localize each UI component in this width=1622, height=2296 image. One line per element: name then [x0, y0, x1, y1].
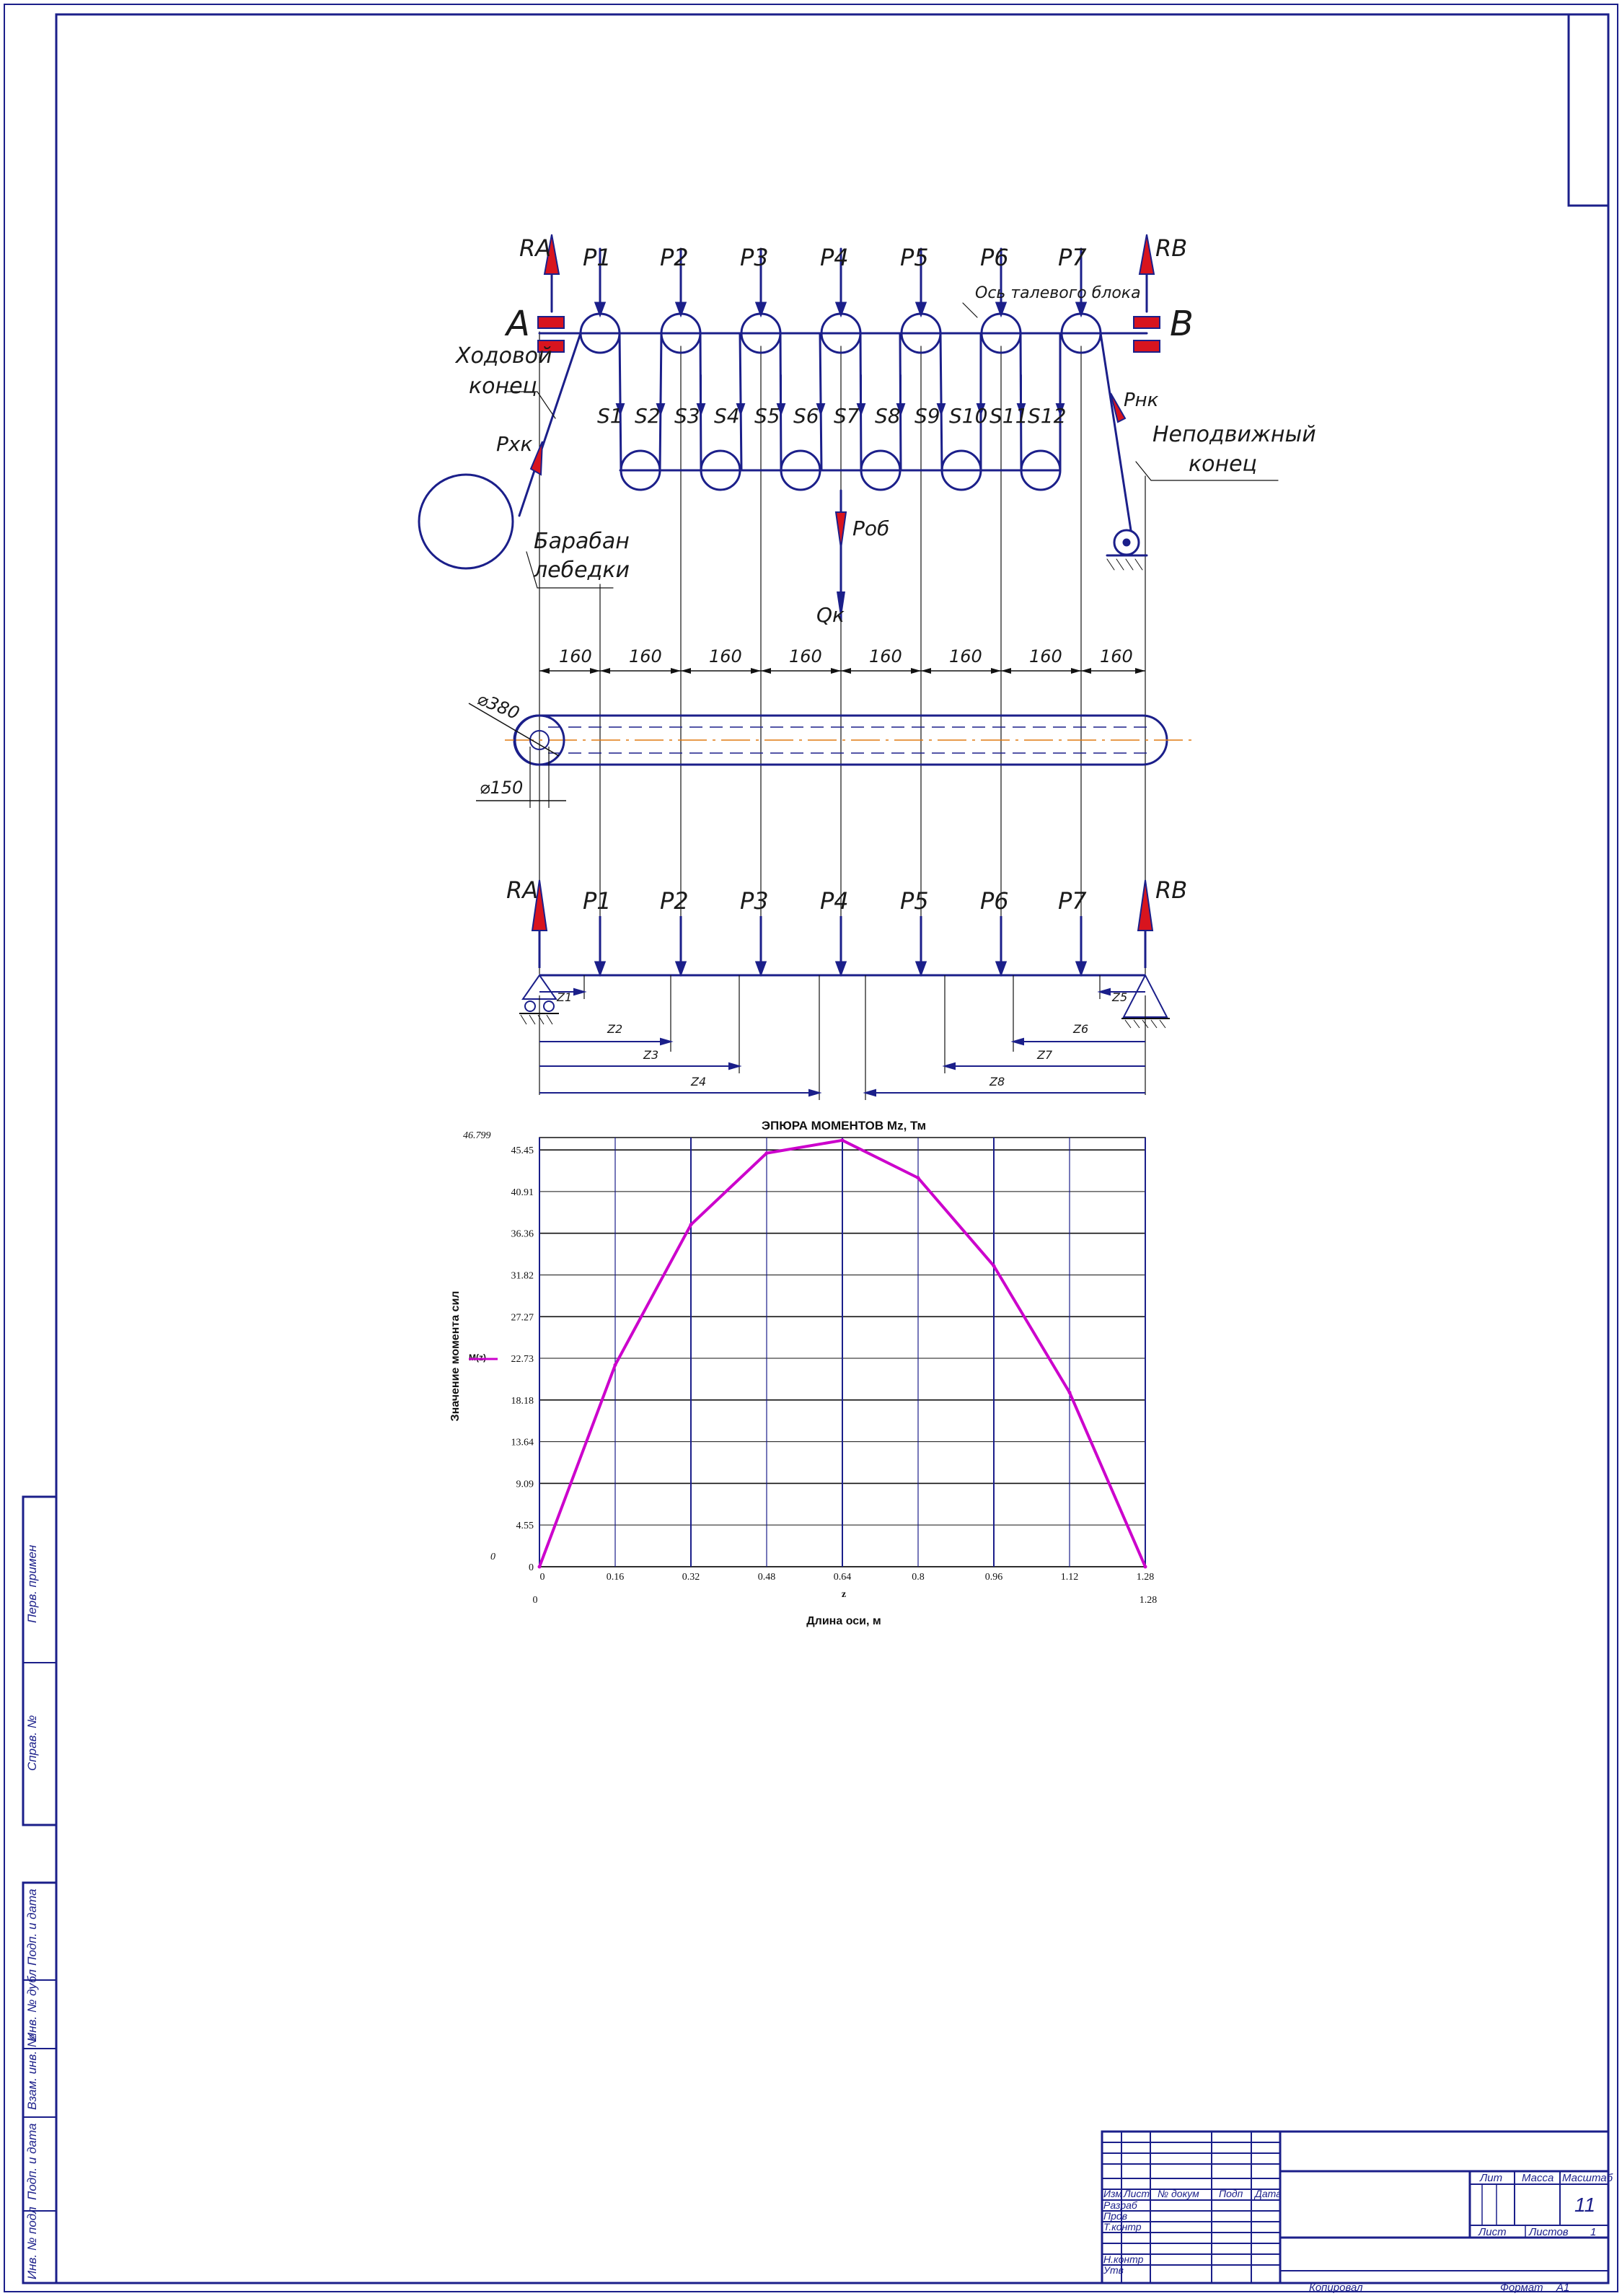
- section-z8: Z8: [989, 1075, 1005, 1088]
- chart-y-tick-label: 45.45: [511, 1145, 534, 1157]
- tb-format-value: A1: [1556, 2282, 1570, 2294]
- label-rope-s5: S5: [754, 404, 780, 428]
- chart-title: ЭПЮРА МОМЕНТОВ Mz, Тм: [761, 1119, 927, 1132]
- outer-border: [4, 4, 1618, 2292]
- beam-label-p7: P7: [1058, 887, 1087, 915]
- label-load-p7: P7: [1058, 244, 1087, 271]
- label-load-p6: P6: [980, 244, 1009, 271]
- beam-label-p6: P6: [980, 887, 1009, 915]
- chart-data-point: [538, 1565, 542, 1569]
- label-rope-s9: S9: [914, 404, 940, 428]
- tb-format: Формат: [1500, 2282, 1543, 2294]
- dim-span-4: 160: [789, 646, 822, 667]
- chart-x-tick-label: 1.28: [1136, 1572, 1155, 1583]
- label-running-end-1: Ходовой: [456, 343, 552, 369]
- chart-x-label: Длина оси, м: [806, 1615, 881, 1627]
- inner-frame: [56, 14, 1608, 2283]
- stamp-inv-podl: Инв. № подл: [25, 2207, 39, 2279]
- chart-data-point: [917, 1176, 920, 1179]
- dimension-row: [539, 646, 1145, 674]
- chart-data-point: [1068, 1391, 1072, 1394]
- chart-x-tick-label: 0: [539, 1572, 545, 1583]
- title-block: [1102, 2132, 1608, 2283]
- section-z6: Z6: [1073, 1022, 1089, 1036]
- chart-y-tick-label: 27.27: [511, 1312, 534, 1324]
- label-support-b: B: [1170, 304, 1194, 344]
- tb-row-tkontr: Т.контр: [1103, 2221, 1142, 2233]
- chart-x-tick-label: 0.16: [606, 1572, 625, 1583]
- dim-span-3: 160: [709, 646, 742, 667]
- section-z2: Z2: [607, 1022, 623, 1036]
- label-p-xk: Рхк: [496, 432, 533, 456]
- dim-diameter-inner: ⌀150: [480, 778, 524, 798]
- stamp-vzam-inv: Взам. инв. №: [25, 2033, 39, 2110]
- chart-y-tick-label: 18.18: [511, 1395, 534, 1407]
- stamp-perv-primen: Перв. примен: [25, 1544, 39, 1623]
- chart-top-value: 46.799: [463, 1130, 491, 1141]
- beam-label-p2: P2: [660, 887, 689, 915]
- beam-label-ra: RA: [506, 876, 539, 904]
- beam-label-p5: P5: [900, 887, 929, 915]
- chart-y-tick-label: 40.91: [511, 1187, 534, 1198]
- label-rope-s2: S2: [635, 404, 661, 428]
- chart-data-point: [689, 1223, 693, 1226]
- dim-span-8: 160: [1100, 646, 1133, 667]
- chart-x-var: z: [841, 1589, 847, 1600]
- chart-data-point: [1144, 1565, 1147, 1569]
- dim-span-2: 160: [629, 646, 662, 667]
- label-load-p4: P4: [820, 244, 849, 271]
- section-z7: Z7: [1037, 1048, 1053, 1062]
- dim-diameter-outer: ⌀380: [474, 688, 523, 724]
- tb-kopiroval: Копировал: [1309, 2282, 1363, 2294]
- tb-masshtab: Масштаб: [1562, 2172, 1613, 2184]
- label-load-p1: P1: [583, 244, 612, 271]
- chart-grid: [539, 1138, 1145, 1567]
- dim-span-5: 160: [869, 646, 902, 667]
- tb-header-izm: Изм: [1103, 2188, 1122, 2199]
- tb-header-list: Лист: [1124, 2188, 1150, 2199]
- label-fixed-end-1: Неподвижный: [1152, 422, 1316, 447]
- chart-zero-marker: 0: [490, 1552, 495, 1562]
- chart-y-ticks: [511, 1145, 534, 1573]
- chart-y-tick-label: 9.09: [516, 1479, 534, 1490]
- label-rope-s7: S7: [834, 404, 860, 428]
- chart-data-point: [614, 1363, 617, 1367]
- section-z5: Z5: [1112, 990, 1128, 1004]
- tb-massa: Масса: [1522, 2172, 1554, 2184]
- block-schematic: [419, 234, 1316, 974]
- beam-label-rb: RB: [1155, 876, 1188, 904]
- beam-label-p4: P4: [820, 887, 849, 915]
- tb-listov-value: 1: [1590, 2226, 1597, 2238]
- tb-header-dokum: № докум: [1158, 2188, 1199, 2199]
- dim-span-1: 160: [559, 646, 592, 667]
- beam-label-p3: P3: [740, 887, 769, 915]
- section-z3: Z3: [643, 1048, 659, 1062]
- chart-y-tick-label: 22.73: [511, 1354, 534, 1365]
- chart-y-tick-label: 0: [529, 1562, 534, 1573]
- label-running-end-2: конец: [469, 374, 537, 399]
- section-z1: Z1: [557, 990, 573, 1004]
- tb-lit: Лит: [1480, 2172, 1503, 2184]
- label-rope-s3: S3: [674, 404, 700, 428]
- label-fixed-end-2: конец: [1189, 452, 1257, 477]
- chart-x-tick-lower-end: 1.28: [1139, 1595, 1158, 1606]
- tb-header-podp: Подп: [1219, 2188, 1243, 2199]
- label-rope-s4: S4: [714, 404, 740, 428]
- tb-list: Лист: [1478, 2226, 1507, 2238]
- label-p-ob: Роб: [852, 516, 890, 540]
- chart-x-tick-label: 0.64: [833, 1572, 852, 1583]
- chart-x-tick-label: 0.48: [757, 1572, 776, 1583]
- tb-listov: Листов: [1529, 2226, 1569, 2238]
- tb-row-razrab: Разраб: [1103, 2199, 1137, 2211]
- stamp-podp-data-2: Подп. и дата: [25, 2123, 39, 2200]
- label-rope-s11: S11: [989, 404, 1028, 428]
- tb-row-nkontr: Н.контр: [1103, 2253, 1144, 2265]
- moment-chart: [449, 1119, 1157, 1627]
- chart-x-tick-label: 0.32: [682, 1572, 700, 1583]
- side-stamp: [23, 1497, 56, 2283]
- chart-x-tick-label: 0.8: [912, 1572, 925, 1583]
- label-load-p5: P5: [900, 244, 929, 271]
- label-drum-1: Барабан: [534, 529, 630, 554]
- chart-data-point: [765, 1151, 769, 1155]
- label-rope-s12: S12: [1028, 404, 1067, 428]
- label-drum-2: лебедки: [534, 558, 630, 583]
- dim-span-7: 160: [1029, 646, 1062, 667]
- label-reaction-b: RB: [1155, 234, 1188, 262]
- tb-header-data: Дата: [1255, 2188, 1282, 2199]
- label-load-p3: P3: [740, 244, 769, 271]
- label-q-k: Qк: [816, 603, 845, 627]
- stamp-podp-data-1: Подп. и дата: [25, 1888, 39, 1966]
- label-rope-s10: S10: [949, 404, 988, 428]
- tb-scale-value: 11: [1574, 2194, 1596, 2216]
- label-reaction-a: RA: [519, 234, 552, 262]
- label-rope-s1: S1: [597, 404, 623, 428]
- stamp-inv-dubl: Инв. № дубл: [25, 1969, 39, 2041]
- label-block-axis: Ось талевого блока: [975, 284, 1141, 302]
- chart-y-label: Значение момента сил: [449, 1290, 462, 1422]
- stamp-sprav: Справ. №: [25, 1715, 39, 1771]
- chart-y-tick-label: 31.82: [511, 1270, 534, 1282]
- chart-y-tick-label: 36.36: [511, 1228, 534, 1240]
- chart-data-point: [992, 1264, 996, 1267]
- tb-row-utv: Утв: [1103, 2264, 1124, 2276]
- chart-x-tick-label: 1.12: [1060, 1572, 1079, 1583]
- section-z4: Z4: [691, 1075, 707, 1088]
- chart-x-tick-lower-start: 0: [532, 1595, 538, 1606]
- chart-x-tick-label: 0.96: [984, 1572, 1003, 1583]
- chart-legend-label: M(z): [469, 1352, 486, 1363]
- label-rope-s6: S6: [793, 404, 819, 428]
- beam-diagram: [506, 876, 1187, 1100]
- corner-stamp: [1569, 14, 1608, 206]
- label-p-nk: Рнк: [1124, 390, 1159, 411]
- dim-span-6: 160: [949, 646, 982, 667]
- label-rope-s8: S8: [875, 404, 901, 428]
- beam-label-p1: P1: [583, 887, 612, 915]
- chart-data-point: [841, 1138, 845, 1142]
- chart-x-ticks: [540, 1572, 1155, 1583]
- chart-y-tick-label: 4.55: [516, 1521, 534, 1532]
- label-support-a: A: [506, 304, 530, 344]
- tb-row-prov: Пров: [1103, 2210, 1128, 2222]
- label-load-p2: P2: [660, 244, 689, 271]
- chart-y-tick-label: 13.64: [511, 1437, 534, 1448]
- shaft-view: [469, 689, 1197, 808]
